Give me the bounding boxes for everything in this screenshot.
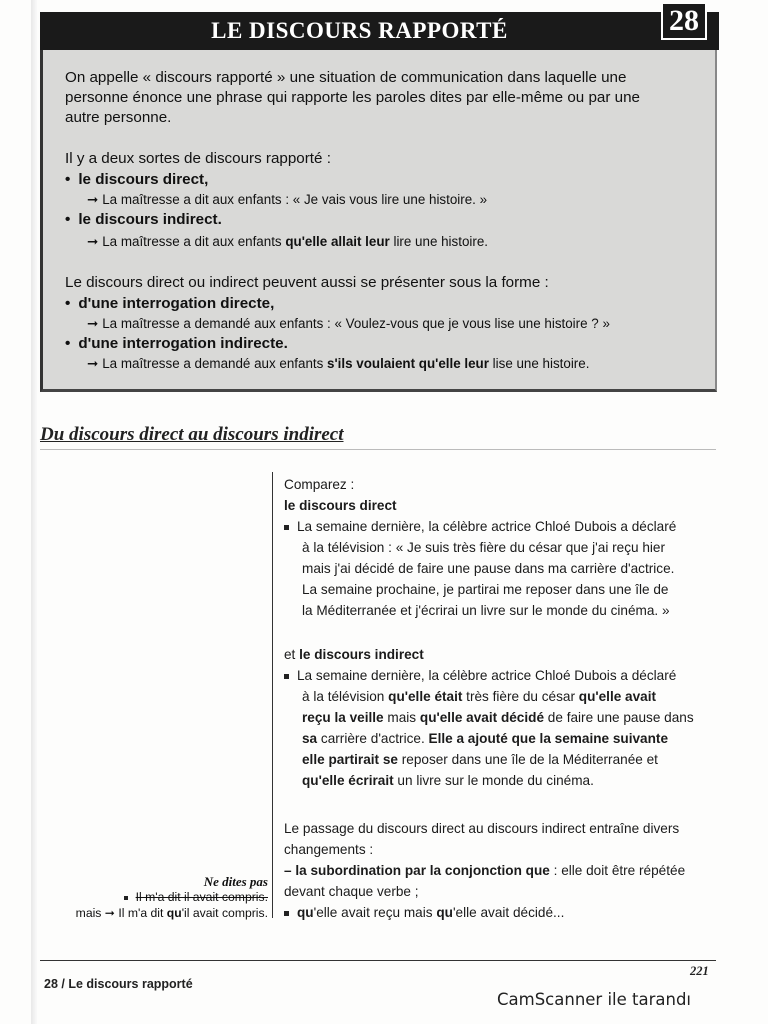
arrow-icon: ➞ xyxy=(104,906,116,920)
indirect-example: ➞ La maîtresse a dit aux enfants qu'elle allait leur lire une histoire. xyxy=(87,234,488,249)
arrow-icon: ➞ xyxy=(87,192,99,207)
section-title: Du discours direct au discours indirect xyxy=(40,424,716,450)
chapter-header xyxy=(40,4,719,50)
indirect-line-1: La semaine dernière, la célèbre actrice Chloé Dubois a déclaré xyxy=(284,665,694,686)
subordination-example: qu'elle avait reçu mais qu'elle avait décidé... xyxy=(284,902,685,923)
passage-line-2: changements : xyxy=(284,842,374,857)
direct-line-3: mais j'ai décidé de faire une pause dans ma carrière d'actrice. xyxy=(302,561,675,576)
chapter-number: 28 xyxy=(661,4,707,40)
left-margin-column xyxy=(40,455,272,915)
indirect-line-4: sa carrière d'actrice. Elle a ajouté que la semaine suivante xyxy=(302,731,669,746)
definition-line-1: On appelle « discours rapporté » une situation de communication dans laquelle une xyxy=(65,69,627,86)
passage-line-1: Le passage du discours direct au discours indirect entraîne divers xyxy=(284,821,680,836)
forms-intro: Le discours direct ou indirect peuvent aussi se présenter sous la forme : xyxy=(65,274,549,291)
indirect-title: et le discours indirect xyxy=(284,647,424,662)
arrow-icon: ➞ xyxy=(87,316,99,331)
indirect-question-label: • d'une interrogation indirecte. xyxy=(65,334,288,354)
indirect-line-3: reçu la veille mais qu'elle avait décidé de faire une pause dans xyxy=(302,710,694,725)
definition-line-3: autre personne. xyxy=(65,109,172,126)
direct-line-1: La semaine dernière, la célèbre actrice Chloé Dubois a déclaré xyxy=(284,516,676,537)
chapter-title: LE DISCOURS RAPPORTÉ xyxy=(211,18,508,43)
direct-question-example: ➞ La maîtresse a demandé aux enfants : « Voulez-vous que je vous lise une histoire ? » xyxy=(87,316,610,331)
footer-chapter: 28 / Le discours rapporté xyxy=(44,977,193,991)
indirect-label: • le discours indirect. xyxy=(65,210,222,230)
direct-label: • le discours direct, xyxy=(65,170,208,190)
subordination-line: – la subordination par la conjonction que : elle doit être répétée xyxy=(284,863,686,878)
passage-text xyxy=(284,818,685,923)
direct-line-2: à la télévision : « Je suis très fière du césar que j'ai reçu hier xyxy=(302,540,666,555)
direct-title: le discours direct xyxy=(284,498,397,513)
arrow-icon: ➞ xyxy=(87,234,99,249)
subordination-line-2: devant chaque verbe ; xyxy=(284,884,419,899)
indirect-line-2: à la télévision qu'elle était très fière du césar qu'elle avait xyxy=(302,689,657,704)
direct-example: ➞ La maîtresse a dit aux enfants : « Je vais vous lire une histoire. » xyxy=(87,192,488,207)
column-divider xyxy=(272,472,273,918)
footer-rule xyxy=(40,960,716,961)
direct-quote xyxy=(284,516,676,621)
definition-line-2: personne énonce une phrase qui rapporte les paroles dites par elle-même ou par une xyxy=(65,89,640,106)
compare-label: Comparez : xyxy=(284,477,355,492)
indirect-line-6: qu'elle écrirait un livre sur le monde du cinéma. xyxy=(302,773,594,788)
types-intro: Il y a deux sortes de discours rapporté : xyxy=(65,150,331,167)
direct-line-4: La semaine prochaine, je partirai me reposer dans une île de xyxy=(302,582,669,597)
indirect-line-5: elle partirait se reposer dans une île de la Méditerranée et xyxy=(302,752,658,767)
direct-line-5: la Méditerranée et j'écrirai un livre sur le monde du cinéma. » xyxy=(302,603,670,618)
definition-box xyxy=(40,50,717,392)
ne-dites-pas-title: Ne dites pas xyxy=(203,874,268,889)
scanner-watermark: CamScanner ile tarandı xyxy=(497,990,692,1009)
indirect-question-example: ➞ La maîtresse a demandé aux enfants s'ils voulaient qu'elle leur lise une histoire. xyxy=(87,356,590,371)
ne-dites-pas-right: mais ➞ Il m'a dit qu'il avait compris. xyxy=(75,906,268,920)
direct-question-label: • d'une interrogation directe, xyxy=(65,294,274,314)
arrow-icon: ➞ xyxy=(87,356,99,371)
ne-dites-pas-wrong: Il m'a dit il avait compris. xyxy=(124,890,268,904)
indirect-quote xyxy=(284,665,694,791)
page-number: 221 xyxy=(690,964,709,978)
page-edge xyxy=(31,0,37,1024)
